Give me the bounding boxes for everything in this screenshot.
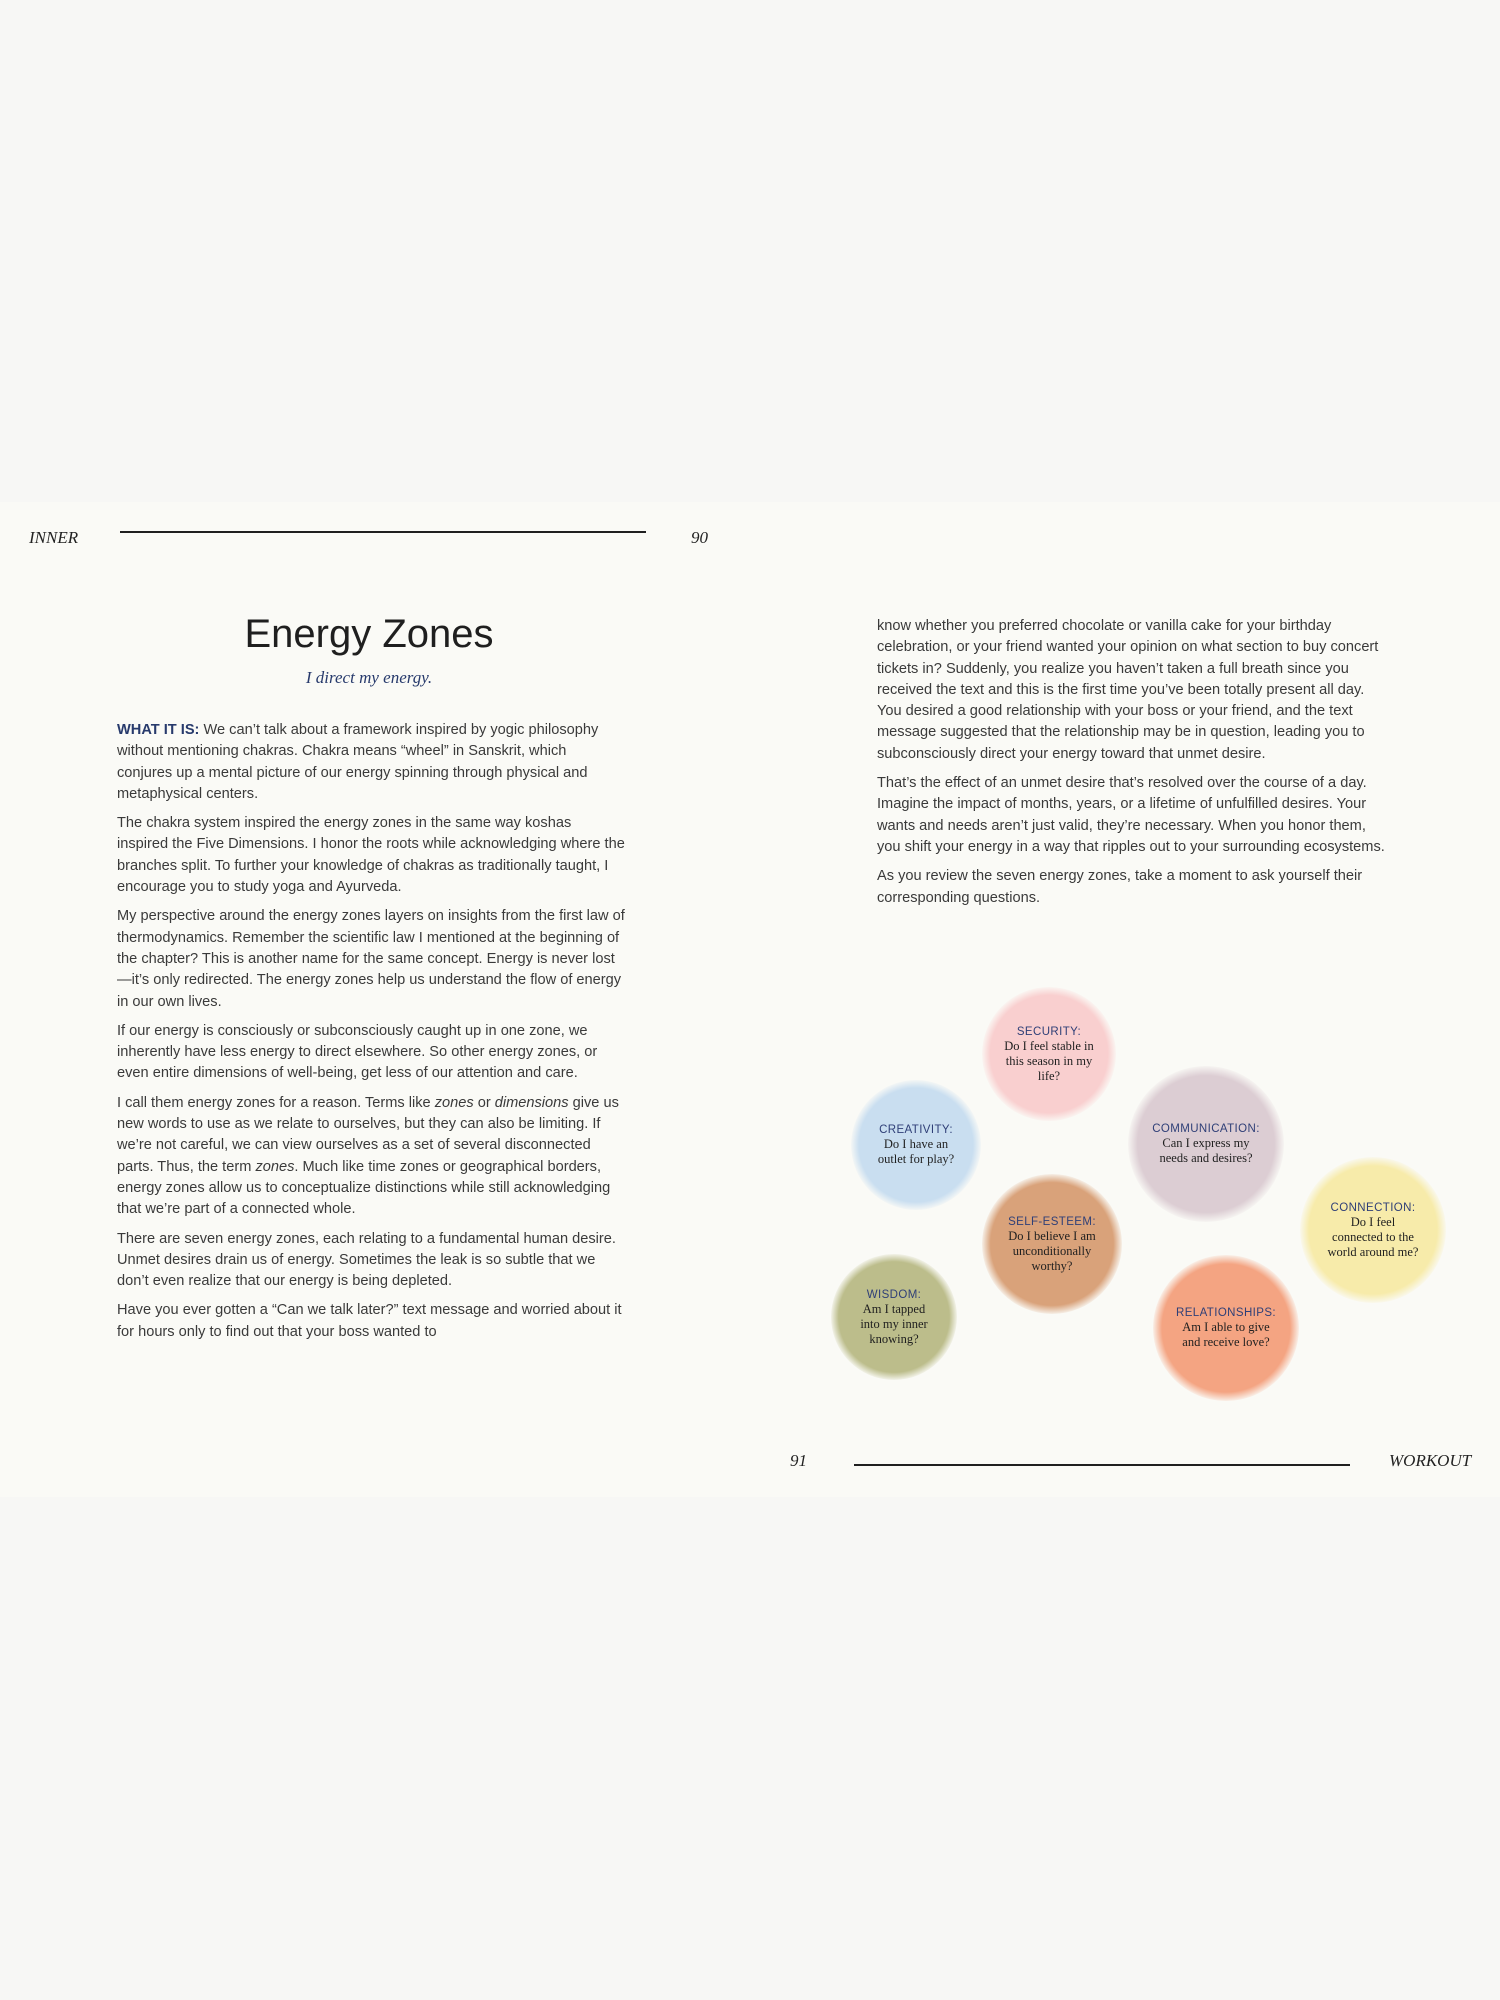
paragraph: My perspective around the energy zones layers on insights from the first law of thermodynamics. Remember the scientific law I mentioned at the beginning of the chapter? This is another name for the same concept. Energy is never lost—it’s only redirected. The energy zones help us understand the flow of energy in our own lives.: [117, 908, 625, 1010]
zone-label: CONNECTION:: [1330, 1201, 1416, 1214]
zone-question: Am I tapped into my inner knowing?: [860, 1301, 928, 1346]
paragraph: know whether you preferred chocolate or vanilla cake for your birthday celebration, or your friend wanted your opinion on what section to buy concert tickets in? Suddenly, you realize you haven’t taken a full breath since you received the text and this is the first time you’ve been totally present all day. You desired a good relationship with your boss or your friend, and the text message suggested that the relationship may be in question, leading you to subconsciously direct your energy toward that unmet desire.: [877, 618, 1379, 762]
paragraph-text: We can’t talk about a framework inspired by yogic philosophy without mentioning chakras. Chakra means “wheel” in Sanskrit, which conjures up a mental picture of our energy spinning through physical and metaphysical centers.: [117, 722, 599, 802]
running-head-left: INNER: [29, 528, 79, 547]
page-title: Energy Zones: [244, 612, 494, 656]
right-column: [877, 616, 1385, 917]
page-number-right: 91: [790, 1451, 807, 1470]
paragraph: There are seven energy zones, each relating to a fundamental human desire. Unmet desires drain us of energy. Sometimes the leak is so subtle that we don’t even realize that our energy is being depleted.: [117, 1230, 616, 1290]
book-spread: [0, 502, 1500, 1497]
zone-label: WISDOM:: [866, 1288, 922, 1301]
zone-label: CREATIVITY:: [879, 1124, 953, 1136]
footer-rule: [854, 1464, 1350, 1466]
page-number-left: 90: [691, 528, 708, 547]
zone-circle-relationships: [1153, 1255, 1299, 1401]
paragraph: As you review the seven energy zones, take a moment to ask yourself their corresponding questions.: [877, 868, 1363, 906]
zone-question: Do I believe I am unconditionally worthy?: [1008, 1228, 1096, 1273]
zone-question: Do I feel stable in this season in my life?: [1004, 1038, 1094, 1083]
paragraph: The chakra system inspired the energy zones in the same way koshas inspired the Five Dimensions. I honor the roots while acknowledging where the branches split. To further your knowledge of chakras as traditionally taught, I encourage you to study yoga and Ayurveda.: [117, 815, 625, 896]
header-rule: [120, 531, 646, 533]
paragraph: That’s the effect of an unmet desire that’s resolved over the course of a day. Imagine the impact of months, years, or a lifetime of unfulfilled desires. Your wants and needs aren’t just valid, they’re necessary. When you honor them, you shift your energy in a way that ripples out to your surrounding ecosystems.: [877, 775, 1385, 855]
zone-circle-wisdom: [831, 1254, 957, 1380]
paragraph-intro: [117, 720, 625, 805]
zone-question: Can I express my needs and desires?: [1159, 1136, 1253, 1165]
zone-circle-creativity: [851, 1080, 981, 1210]
page-subtitle: I direct my energy.: [305, 668, 433, 687]
running-foot-right: WORKOUT: [1389, 1451, 1472, 1470]
left-column: [117, 720, 625, 1351]
zone-label: SECURITY:: [1016, 1025, 1082, 1038]
zone-label: RELATIONSHIPS:: [1176, 1307, 1276, 1319]
zone-circle-connection: [1300, 1157, 1446, 1303]
zone-question: Do I feel connected to the world around me?: [1327, 1214, 1419, 1259]
what-it-is-label: WHAT IT IS:: [117, 722, 200, 738]
zone-label: COMMUNICATION:: [1152, 1123, 1260, 1135]
zone-question: Do I have an outlet for play?: [877, 1137, 955, 1166]
zone-circle-security: [982, 987, 1116, 1121]
paragraph: If our energy is consciously or subconsciously caught up in one zone, we inherently have less energy to direct elsewhere. So other energy zones, or even entire dimensions of well-being, get less of our attention and care.: [117, 1022, 598, 1082]
paragraph: I call them energy zones for a reason. Terms like zones or dimensions give us new words to use as we relate to ourselves, but they can also be limiting. If we’re not careful, we can view ourselves as a set of several disconnected parts. Thus, the term zones. Much like time zones or geographical borders, energy zones allow us to conceptualize distinctions while still acknowledging that we’re part of a connected whole.: [117, 1094, 619, 1218]
paragraph: Have you ever gotten a “Can we talk later?” text message and worried about it for hours only to find out that your boss wanted to: [117, 1302, 622, 1340]
zone-circle-communication: [1128, 1066, 1284, 1222]
zone-circle-self-esteem: [982, 1174, 1122, 1314]
zone-label: SELF-ESTEEM:: [1008, 1215, 1096, 1228]
zone-question: Am I able to give and receive love?: [1182, 1320, 1270, 1349]
